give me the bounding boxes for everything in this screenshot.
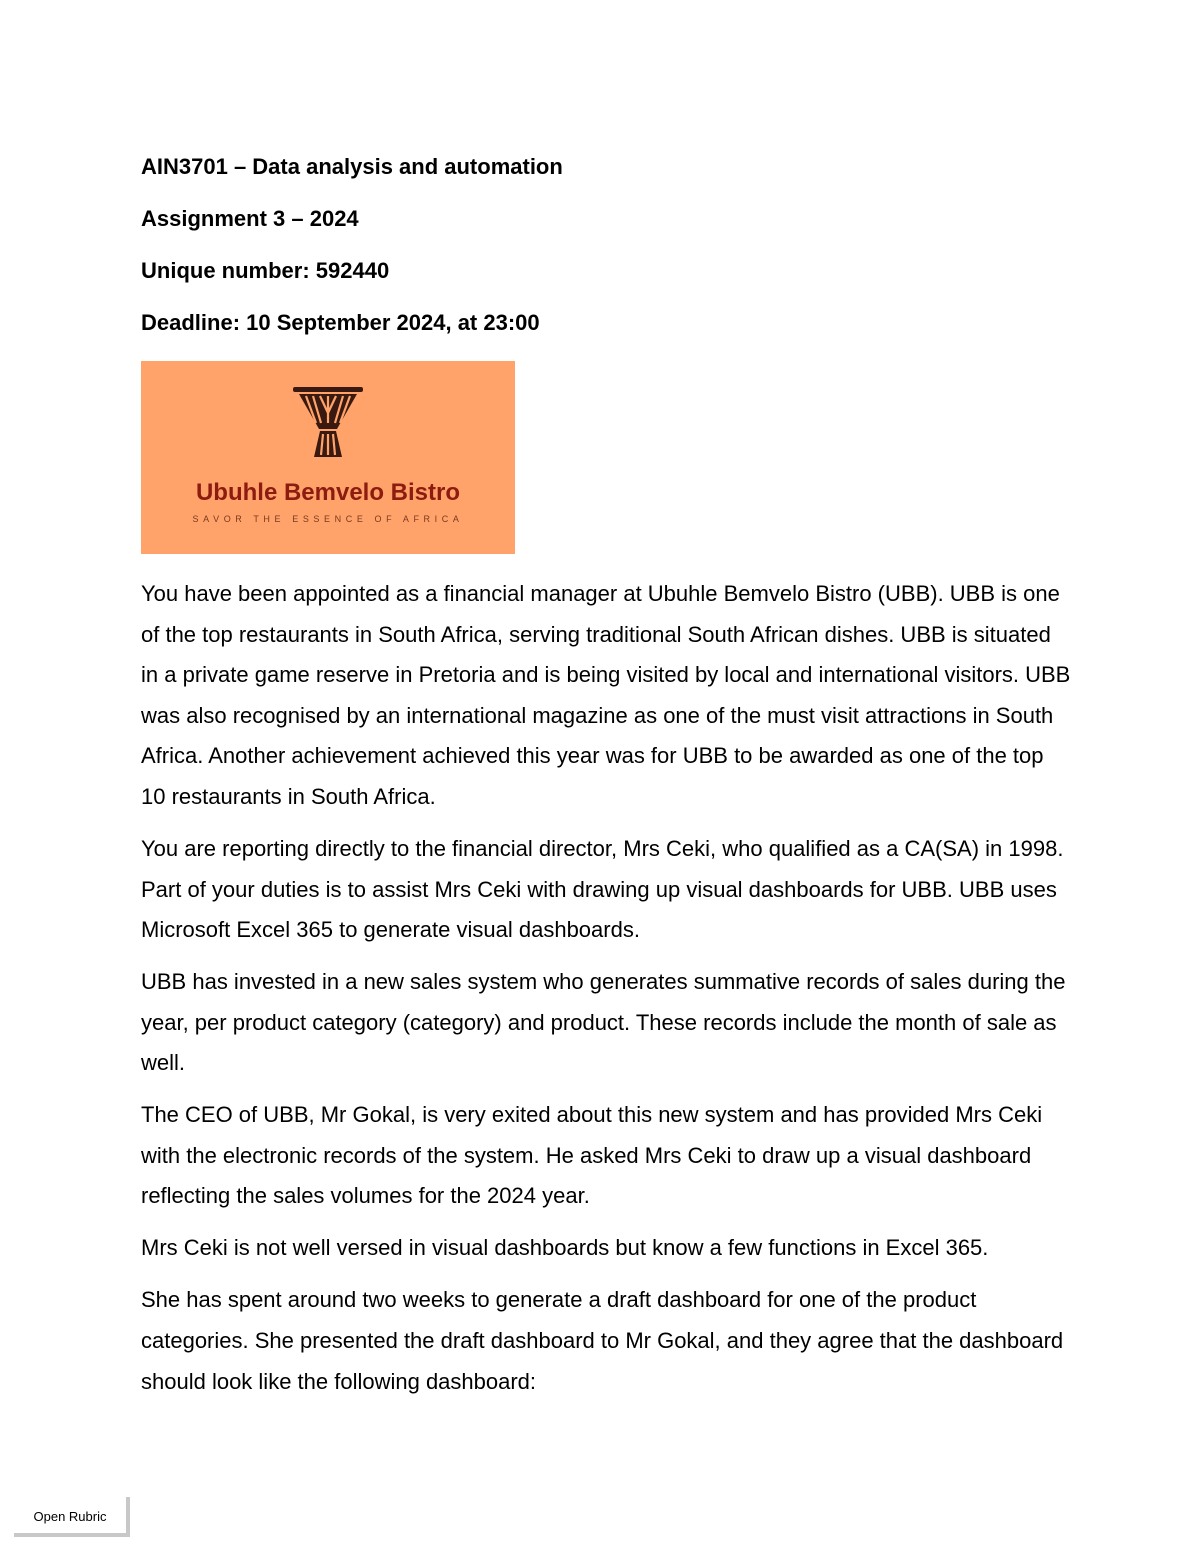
logo-tagline: SAVOR THE ESSENCE OF AFRICA [192,514,464,524]
course-title: AIN3701 – Data analysis and automation [141,154,563,179]
unique-number: Unique number: 592440 [141,258,390,283]
assignment-title: Assignment 3 – 2024 [141,206,359,231]
body-text [141,574,1071,1414]
paragraph-sales-system: UBB has invested in a new sales system who generates summative records of sales during the year, per product category (category) and product. These records include the month of sale as well. [141,969,1066,1076]
open-rubric-button[interactable]: Open Rubric [14,1497,130,1537]
paragraph-reporting: You are reporting directly to the financial director, Mrs Ceki, who qualified as a CA(SA) in 1998. Part of your duties is to assist Mrs Ceki with drawing up visual dashboards for UBB. UBB uses Microsoft Excel 365 to generate visual dashboards. [141,835,1064,943]
paragraph-excel-skills: Mrs Ceki is not well versed in visual dashboards but know a few functions in Excel 365. [141,1235,989,1261]
paragraph-draft-dashboard: She has spent around two weeks to generate a draft dashboard for one of the product categories. She presented the draft dashboard to Mr Gokal, and they agree that the dashboard should look like the following dashboard: [141,1287,1064,1394]
logo-name: Ubuhle Bemvelo Bistro [195,479,461,506]
paragraph-ceo-request: The CEO of UBB, Mr Gokal, is very exited about this new system and has provided Mrs Ceki with the electronic records of the system. He asked Mrs Ceki to draw up a visual dashboard reflecting the sales volumes for the 2024 year. [141,1102,1043,1209]
deadline: Deadline: 10 September 2024, at 23:00 [141,310,540,335]
paragraph-intro: You have been appointed as a financial manager at Ubuhle Bemvelo Bistro (UBB). UBB is one of the top restaurants in South Africa, serving traditional South African dishes. UBB is situated in a private game reserve in Pretoria and is being visited by local and international visitors. UBB was also recognised by an international magazine as one of the must visit attractions in South Africa. Another achievement achieved this year was for UBB to be awarded as one of the top 10 restaurants in South Africa. [141,581,1071,809]
djembe-drum-icon [293,383,363,459]
bistro-logo [141,361,515,554]
